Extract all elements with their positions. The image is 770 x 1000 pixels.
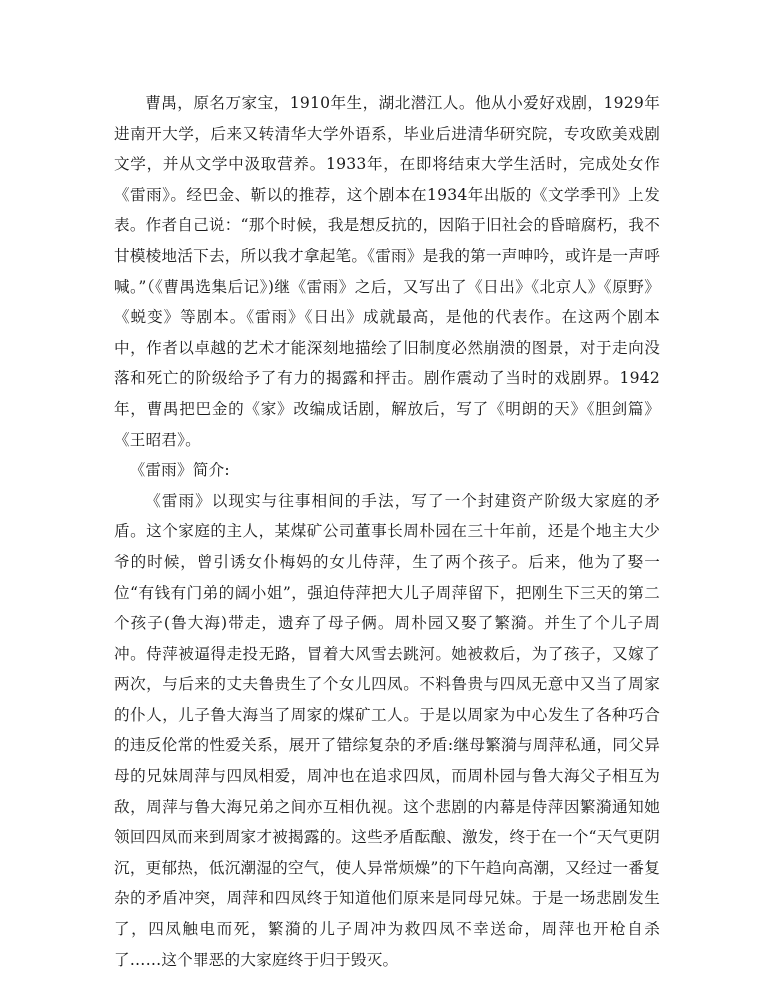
author-intro-paragraph: 曹禺，原名万家宝，1910年生，湖北潜江人。他从小爱好戏剧，1929年进南开大学，后来又转清华大学外语系，毕业后进清华研究院，专攻欧美戏剧文学，并从文学中汲取营养。1933年，在即将结束大学生活时，完成处女作《雷雨》。经巴金、靳以的推荐，这个剧本在1934年出版的《文学季刊》上发表。作者自己说：“那个时候，我是想反抗的，因陷于旧社会的昏暗腐朽，我不甘模棱地活下去，所以我才拿起笔。《雷雨》是我的第一声呻吟，或许是一声呼喊。”（《曹禺选集后记》)继《雷雨》之后，又写出了《日出》《北京人》《原野》《蜕变》等剧本。《雷雨》《日出》成就最高，是他的代表作。在这两个剧本中，作者以卓越的艺术才能深刻地描绘了旧制度必然崩溃的图景，对于走向没落和死亡的阶级给予了有力的揭露和抨击。剧作震动了当时的戏剧界。1942年，曹禺把巴金的《家》改编成话剧，解放后，写了《明朗的天》《胆剑篇》《王昭君》。 xyxy=(114,94,660,449)
section-heading: 《雷雨》简介: xyxy=(129,461,230,480)
synopsis-paragraph: 《雷雨》以现实与往事相间的手法，写了一个封建资产阶级大家庭的矛盾。这个家庭的主人，某煤矿公司董事长周朴园在三十年前，还是个地主大少爷的时候，曾引诱女仆梅妈的女儿侍萍，生了两个孩子。后来，他为了娶一位“有钱有门弟的阔小姐”，强迫侍萍把大儿子周萍留下，把刚生下三天的第二个孩子(鲁大海)带走，遗弃了母子俩。周朴园又娶了繁漪。并生了个儿子周冲。侍萍被逼得走投无路，冒着大风雪去跳河。她被救后，为了孩子，又嫁了两次，与后来的丈夫鲁贵生了个女儿四凤。不料鲁贵与四凤无意中又当了周家的仆人，儿子鲁大海当了周家的煤矿工人。于是以周家为中心发生了各种巧合的违反伦常的性爱关系，展开了错综复杂的矛盾:继母繁漪与周萍私通，同父异母的兄妹周萍与四凤相爱，周冲也在追求四凤，而周朴园与鲁大海父子相互为敌，周萍与鲁大海兄弟之间亦互相仇视。这个悲剧的内幕是侍萍因繁漪通知她领回四凤而来到周家才被揭露的。这些矛盾酝酿、激发，终于在一个“天气更阴沉，更郁热，低沉潮湿的空气，使人异常烦燥”的下午趋向高潮，又经过一番复杂的矛盾冲突，周萍和四凤终于知道他们原来是同母兄妹。于是一场悲剧发生了，四凤触电而死，繁漪的儿子周冲为救四凤不幸送命，周萍也开枪自杀了……这个罪恶的大家庭终于归于毁灭。 xyxy=(114,491,660,969)
document-body xyxy=(114,88,660,975)
